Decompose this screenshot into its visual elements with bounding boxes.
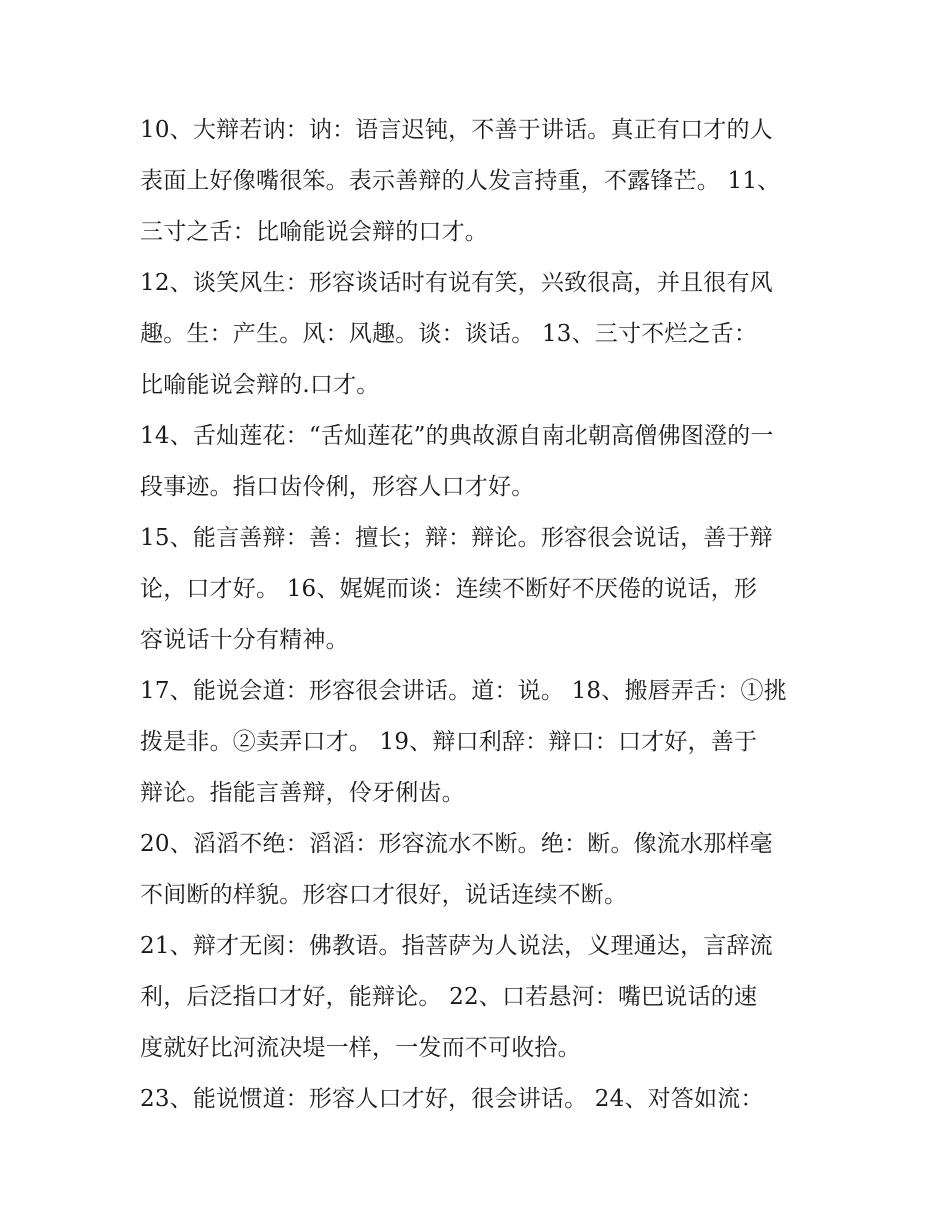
text-line: 21、辩才无阂：佛教语。指菩萨为人说法，义理通达，言辞流 [140, 933, 773, 959]
text-line: 不间断的样貌。形容口才很好，说话连续不断。 [140, 882, 628, 908]
text-line: 容说话十分有精神。 [140, 627, 349, 653]
text-line: 比喻能说会辩的.口才。 [140, 372, 380, 398]
text-line: 三寸之舌：比喻能说会辩的口才。 [140, 219, 488, 245]
document-body [140, 105, 820, 1125]
text-line: 论，口才好。 16、娓娓而谈：连续不断好不厌倦的说话，形 [140, 576, 758, 602]
text-line: 表面上好像嘴很笨。表示善辩的人发言持重，不露锋芒。 11、 [140, 168, 781, 194]
text-line: 20、滔滔不绝：滔滔：形容流水不断。绝：断。像流水那样毫 [140, 831, 773, 857]
text-line: 12、谈笑风生：形容谈话时有说有笑，兴致很高，并且很有风 [140, 270, 773, 296]
text-line: 辩论。指能言善辩，伶牙俐齿。 [140, 780, 465, 806]
text-line: 趣。生：产生。风：风趣。谈：谈话。 13、三寸不烂之舌： [140, 321, 758, 347]
text-line: 14、舌灿莲花：“舌灿莲花”的典故源自南北朝高僧佛图澄的一 [140, 423, 774, 449]
text-line: 23、能说惯道：形容人口才好，很会讲话。 24、对答如流： [140, 1086, 764, 1112]
text-line: 度就好比河流决堤一样，一发而不可收拾。 [140, 1035, 581, 1061]
text-line: 10、大辩若讷：讷：语言迟钝，不善于讲话。真正有口才的人 [140, 117, 773, 143]
text-line: 拨是非。②卖弄口才。 19、辩口利辞：辩口：口才好，善于 [140, 729, 758, 755]
text-line: 17、能说会道：形容很会讲话。道：说。 18、搬唇弄舌：①挑 [140, 678, 787, 704]
text-line: 15、能言善辩：善：擅长；辩：辩论。形容很会说话，善于辩 [140, 525, 773, 551]
text-line: 段事迹。指口齿伶俐，形容人口才好。 [140, 474, 535, 500]
text-line: 利，后泛指口才好，能辩论。 22、口若悬河：嘴巴说话的速 [140, 984, 758, 1010]
